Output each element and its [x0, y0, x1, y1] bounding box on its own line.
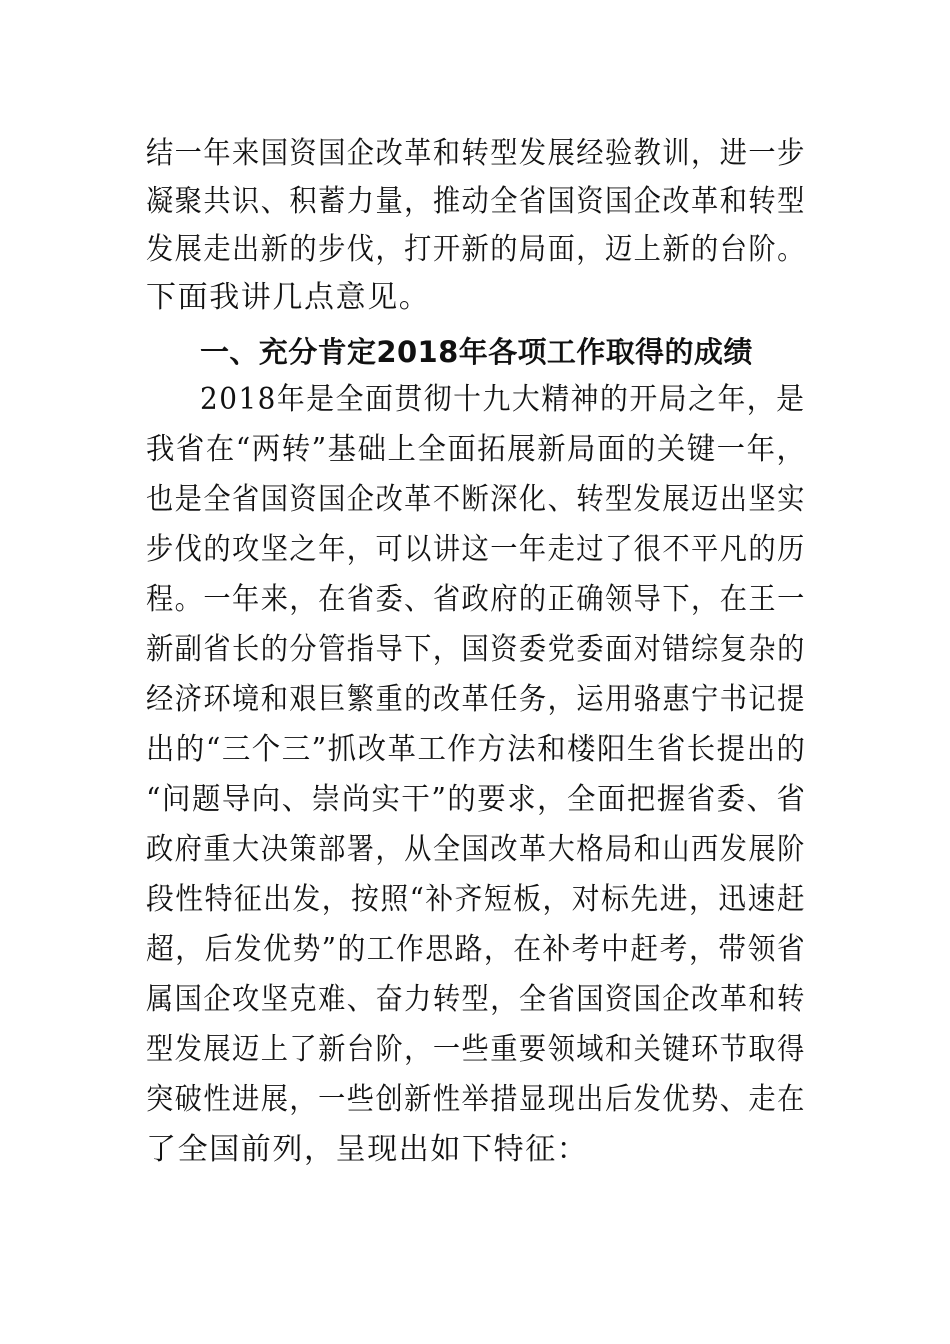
- text-line: 凝聚共识、积蓄力量，推动全省国资国企改革和转型: [146, 184, 806, 219]
- text-line: 新副省长的分管指导下，国资委党委面对错综复杂的: [146, 632, 806, 667]
- text-line: 步伐的攻坚之年，可以讲这一年走过了很不平凡的历: [146, 532, 806, 567]
- text-line: 程。一年来，在省委、省政府的正确领导下，在王一: [146, 582, 806, 617]
- text-line: 突破性进展，一些创新性举措显现出后发优势、走在: [146, 1082, 806, 1117]
- text-line: 下面我讲几点意见。: [146, 280, 431, 315]
- text-line: 经济环境和艰巨繁重的改革任务，运用骆惠宁书记提: [146, 682, 806, 717]
- text-line: 段性特征出发，按照“补齐短板，对标先进，迅速赶: [146, 882, 807, 917]
- text-line: 超，后发优势”的工作思路，在补考中赶考，带领省: [146, 932, 807, 967]
- text-line: 发展走出新的步伐，打开新的局面，迈上新的台阶。: [146, 232, 806, 267]
- text-line: 属国企攻坚克难、奋力转型，全省国资国企改革和转: [146, 982, 806, 1017]
- text-line: “问题导向、崇尚实干”的要求，全面把握省委、省: [146, 782, 807, 817]
- text-line: 型发展迈上了新台阶，一些重要领域和关键环节取得: [146, 1032, 806, 1067]
- text-line: 出的“三个三”抓改革工作方法和楼阳生省长提出的: [146, 732, 807, 767]
- text-line: 也是全省国资国企改革不断深化、转型发展迈出坚实: [146, 482, 806, 517]
- text-line: 2018年是全面贯彻十九大精神的开局之年，是: [200, 382, 806, 417]
- text-line: 了全国前列，呈现出如下特征：: [146, 1132, 589, 1167]
- text-line: 结一年来国资国企改革和转型发展经验教训，进一步: [146, 136, 806, 171]
- text-line: 政府重大决策部署，从全国改革大格局和山西发展阶: [146, 832, 806, 867]
- text-line: 我省在“两转”基础上全面拓展新局面的关键一年，: [146, 432, 807, 467]
- section-heading: 一、充分肯定2018年各项工作取得的成绩: [200, 335, 753, 369]
